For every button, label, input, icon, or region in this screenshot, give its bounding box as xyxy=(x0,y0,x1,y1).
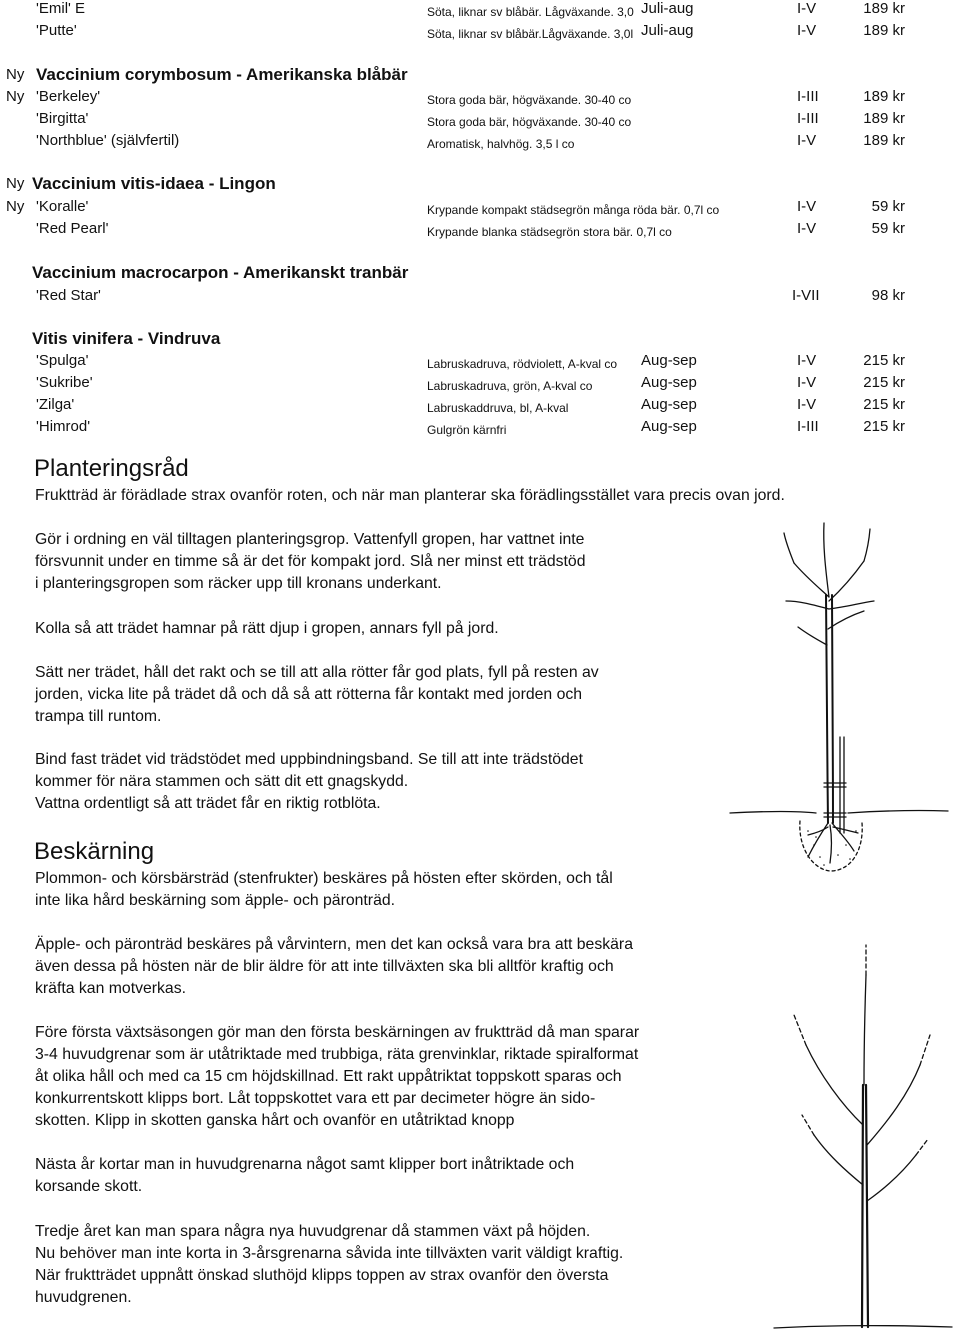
variety-description: Aromatisk, halvhög. 3,5 l co xyxy=(427,137,575,151)
price: 189 kr xyxy=(863,22,905,39)
variety-description: Söta, liknar sv blåbär.Lågväxande. 3,0l xyxy=(427,27,634,41)
variety-name: 'Red Star' xyxy=(36,287,101,304)
variety-description: Stora goda bär, högväxande. 30-40 co xyxy=(427,115,632,129)
group-title: Vaccinium corymbosum - Amerikanska blåbär xyxy=(36,65,408,84)
harvest-month: Juli-aug xyxy=(641,0,694,17)
variety-description: Gulgrön kärnfri xyxy=(427,423,507,437)
new-badge: Ny xyxy=(6,88,25,105)
table-row xyxy=(0,218,960,240)
price: 215 kr xyxy=(863,396,905,413)
variety-name: 'Spulga' xyxy=(36,352,89,369)
price: 215 kr xyxy=(863,374,905,391)
price: 189 kr xyxy=(863,0,905,17)
table-row xyxy=(0,196,960,218)
price: 215 kr xyxy=(863,418,905,435)
hardiness-zone: I-V xyxy=(797,0,817,17)
tree-planting-illustration xyxy=(728,505,950,915)
variety-name: 'Red Pearl' xyxy=(36,220,109,237)
harvest-month: Juli-aug xyxy=(641,22,694,39)
harvest-month: Aug-sep xyxy=(641,352,697,369)
hardiness-zone: I-V xyxy=(797,220,817,237)
planting-paragraph: Fruktträd är förädlade strax ovanför roten, och när man planterar ska förädlingsstället vara precis ovan jord. xyxy=(35,487,785,504)
pruning-paragraph: Nästa år kortar man in huvudgrenarna något samt klipper bort inåtriktade och korsande skott. xyxy=(35,1156,575,1195)
pruning-paragraph: Före första växtsäsongen gör man den första beskärningen av fruktträd då man sparar 3-4 huvudgrenar som är utåtriktade med trubbiga, räta grenvinklar, riktade spiralformat åt olika håll och med ca 15 cm höjdskillnad. Ett rakt uppåtriktat toppskott sparas och konkurrentskott klipps bort. Låt toppskottet vara ett par decimeter högre än sido- skotten. Klipp in skotten ganska hårt och ovanför en utåtriktad knopp xyxy=(35,1024,640,1129)
new-badge: Ny xyxy=(6,198,25,215)
hardiness-zone: I-V xyxy=(797,198,817,215)
price: 189 kr xyxy=(863,110,905,127)
planting-heading: Planteringsråd xyxy=(34,455,189,482)
harvest-month: Aug-sep xyxy=(641,396,697,413)
harvest-month: Aug-sep xyxy=(641,374,697,391)
variety-description: Labruskadruva, rödviolett, A-kval co xyxy=(427,357,618,371)
variety-name: 'Berkeley' xyxy=(36,88,101,105)
table-row xyxy=(0,0,960,20)
planting-paragraph: Sätt ner trädet, håll det rakt och se till att alla rötter får god plats, fyll på resten av jorden, vicka lite på trädet då och då så att rötterna får kontakt med jorden och trampa till runtom. xyxy=(35,664,599,725)
new-badge: Ny xyxy=(6,175,25,192)
price: 98 kr xyxy=(871,287,905,304)
pruning-tree-illustration xyxy=(770,935,955,1330)
variety-description: Labruskaddruva, bl, A-kval xyxy=(427,401,569,415)
pruning-heading: Beskärning xyxy=(34,838,155,865)
price: 189 kr xyxy=(863,132,905,149)
hardiness-zone: I-V xyxy=(797,396,817,413)
pruning-paragraph: Äpple- och päronträd beskäres på vårvintern, men det kan också vara bra att beskära även dessa på hösten när de blir äldre för att inte tillväxten ska bli alltför kraftig och kräfta kan motverkas. xyxy=(35,936,633,997)
price: 59 kr xyxy=(871,198,905,215)
hardiness-zone: I-III xyxy=(797,418,819,435)
pruning-paragraph: Tredje året kan man spara några nya huvudgrenar då stammen växt på höjden. Nu behöver man inte korta in 3-årsgrenarna såvida inte tillväxten varit väldigt kraftig. När fruktträdet uppnått önskad sluthöjd klipps toppen av strax ovanför den översta huvudgrenen. xyxy=(35,1223,624,1306)
variety-name: 'Putte' xyxy=(36,22,77,39)
variety-description: Krypande kompakt städsegrön många röda bär. 0,7l co xyxy=(427,203,720,217)
group-title: Vaccinium macrocarpon - Amerikanskt tranbär xyxy=(32,263,409,282)
table-row xyxy=(0,350,960,372)
table-row xyxy=(0,416,960,438)
hardiness-zone: I-V xyxy=(797,132,817,149)
table-row xyxy=(0,372,960,394)
table-row xyxy=(0,394,960,416)
planting-paragraph: Bind fast trädet vid trädstödet med uppbindningsband. Se till att inte trädstödet kommer för nära stammen och sätt dit ett gnagskydd. Vattna ordentligt så att trädet får en riktig rotblöta. xyxy=(35,751,583,812)
table-row xyxy=(0,108,960,130)
group-heading xyxy=(0,172,960,196)
variety-name: 'Birgitta' xyxy=(36,110,89,127)
variety-name: 'Himrod' xyxy=(36,418,91,435)
variety-name: 'Northblue' (självfertil) xyxy=(36,132,180,149)
hardiness-zone: I-III xyxy=(797,110,819,127)
group-title: Vaccinium vitis-idaea - Lingon xyxy=(32,174,276,193)
variety-name: 'Zilga' xyxy=(36,396,75,413)
variety-description: Stora goda bär, högväxande. 30-40 co xyxy=(427,93,632,107)
group-heading xyxy=(0,261,960,285)
table-row xyxy=(0,285,960,307)
variety-description: Labruskadruva, grön, A-kval co xyxy=(427,379,593,393)
group-heading xyxy=(0,327,960,351)
planting-paragraph: Kolla så att trädet hamnar på rätt djup i gropen, annars fyll på jord. xyxy=(35,620,499,637)
hardiness-zone: I-V xyxy=(797,352,817,369)
variety-description: Söta, liknar sv blåbär. Lågväxande. 3,0 xyxy=(427,5,634,19)
variety-name: 'Koralle' xyxy=(36,198,89,215)
table-row xyxy=(0,130,960,152)
hardiness-zone: I-V xyxy=(797,22,817,39)
harvest-month: Aug-sep xyxy=(641,418,697,435)
hardiness-zone: I-V xyxy=(797,374,817,391)
table-row xyxy=(0,20,960,42)
hardiness-zone: I-III xyxy=(797,88,819,105)
price: 59 kr xyxy=(871,220,905,237)
variety-name: 'Emil' E xyxy=(36,0,86,17)
price: 189 kr xyxy=(863,88,905,105)
variety-name: 'Sukribe' xyxy=(36,374,93,391)
table-row xyxy=(0,86,960,108)
variety-description: Krypande blanka städsegrön stora bär. 0,7l co xyxy=(427,225,672,239)
new-badge: Ny xyxy=(6,66,25,83)
hardiness-zone: I-VII xyxy=(792,287,820,304)
price: 215 kr xyxy=(863,352,905,369)
planting-paragraph: Gör i ordning en väl tilltagen planteringsgrop. Vattenfyll gropen, har vattnet inte försvunnit under en timme så är det för kompakt jord. Slå ner minst ett trädstöd i planteringsgropen som räcker upp till kronans underkant. xyxy=(35,531,586,592)
pruning-paragraph: Plommon- och körsbärsträd (stenfrukter) beskäres på hösten efter skörden, och tål inte lika hård beskärning som äpple- och päronträd. xyxy=(35,870,613,909)
group-heading xyxy=(0,63,960,87)
group-title: Vitis vinifera - Vindruva xyxy=(32,329,221,348)
